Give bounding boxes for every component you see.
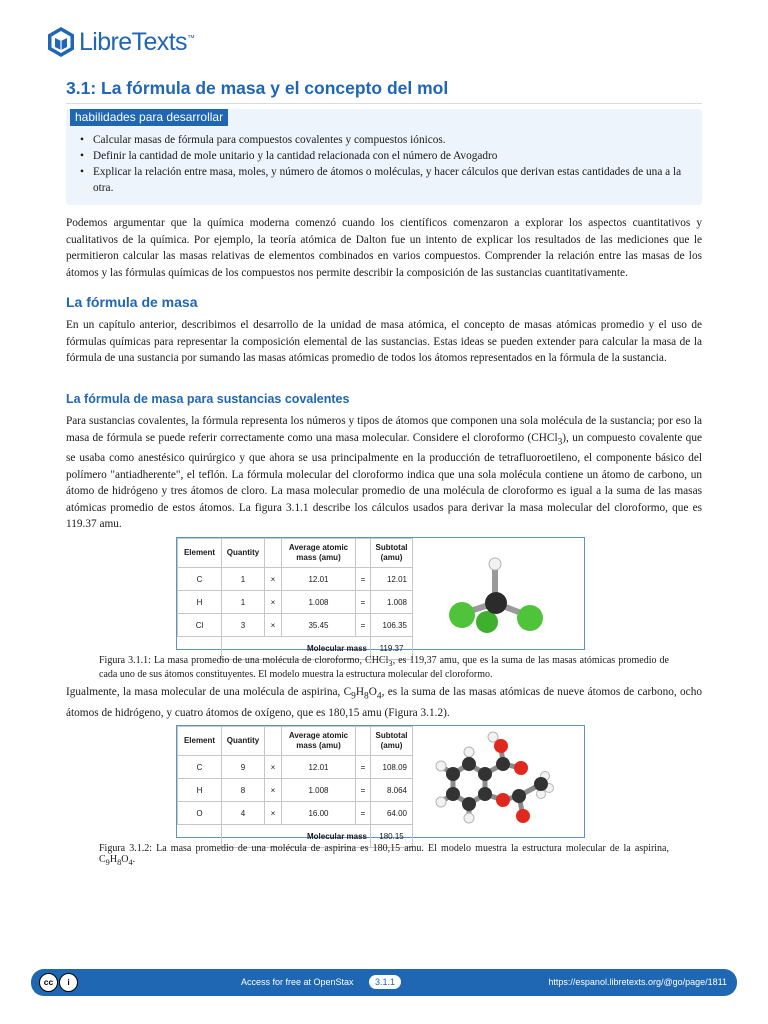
cell-subtotal: 8.064 <box>371 779 413 802</box>
cell-mass: 12.01 <box>282 568 356 591</box>
cell-element: O <box>178 802 222 825</box>
creative-commons-badge[interactable] <box>39 973 78 992</box>
learning-objectives-label: habilidades para desarrollar <box>70 109 228 126</box>
learning-objectives-list <box>80 132 690 196</box>
cell-mass: 16.00 <box>282 802 356 825</box>
cell-mass: 35.45 <box>282 614 356 637</box>
header-subtotal: Subtotal (amu) <box>371 727 413 756</box>
page-url-link[interactable]: https://espanol.libretexts.org/@go/page/1811 <box>548 977 727 987</box>
table-row <box>178 568 413 591</box>
aspirin-mass-table <box>177 726 413 848</box>
times-sign: × <box>265 802 282 825</box>
times-sign: × <box>265 779 282 802</box>
header-average-mass: Average atomic mass (amu) <box>282 539 356 568</box>
molecular-mass-value: 180.15 <box>371 825 413 848</box>
attribution-icon: i <box>59 973 78 992</box>
cell-subtotal: 106.35 <box>371 614 413 637</box>
cell-quantity: 3 <box>222 614 265 637</box>
logo-text: LibreTexts™ <box>79 27 195 56</box>
equals-sign: = <box>356 591 371 614</box>
table-row <box>178 614 413 637</box>
aspirin-molecule-model <box>417 726 584 837</box>
figure-chloroform <box>176 537 585 653</box>
access-openstax-text: Access for free at OpenStax <box>241 977 354 987</box>
learning-objectives-box <box>66 109 702 205</box>
chloroform-molecule-model <box>417 538 584 649</box>
cell-quantity: 1 <box>222 591 265 614</box>
equals-sign: = <box>356 568 371 591</box>
page-footer <box>31 969 737 996</box>
cell-mass: 12.01 <box>282 756 356 779</box>
equals-sign: = <box>356 756 371 779</box>
cell-element: H <box>178 591 222 614</box>
molecular-mass-value: 119.37 <box>371 637 413 660</box>
header-element: Element <box>178 727 222 756</box>
equals-sign: = <box>356 779 371 802</box>
table-row <box>178 779 413 802</box>
equals-sign: = <box>356 802 371 825</box>
cell-subtotal: 108.09 <box>371 756 413 779</box>
section-heading-formula-mass: La fórmula de masa <box>66 294 198 310</box>
cell-element: C <box>178 756 222 779</box>
figure-aspirin <box>176 725 585 841</box>
libretexts-logo-icon <box>46 26 76 58</box>
header-blank <box>356 539 371 568</box>
table-row <box>178 756 413 779</box>
molecular-mass-label: Molecular mass <box>222 825 371 848</box>
times-sign: × <box>265 568 282 591</box>
objective-item: • Calcular masas de fórmula para compuestos covalentes y compuestos iónicos. <box>80 132 690 148</box>
header-blank <box>265 727 282 756</box>
covalent-paragraph: Para sustancias covalentes, la fórmula representa los números y tipos de átomos que componen una sola molécula de la sustancia; por eso la masa de fórmula se puede referir correctamente como una masa molecular. Considere el cloroformo (CHCl$_3$), un compuesto covalente que se usaba como anestésico quirúrgico y que ahora se usa principalmente en la producción de tetrafluoroetileno, el componente básico del polímero "antiadherente", el teflón. La fórmula molecular del cloroformo indica que una sola molécula contiene un átomo de carbono, un átomo de hidrógeno y tres átomos de cloro. La masa molecular promedio de una molécula de cloroformo es igual a la suma de las masas atómicas promedio de estos átomos. La figura 3.1.1 describe los cálculos usados para derivar la masa molecular del cloroformo, que es 119.37 amu. <box>66 415 702 531</box>
cc-icon: cc <box>39 973 58 992</box>
cell-subtotal: 64.00 <box>371 802 413 825</box>
molecular-mass-label: Molecular mass <box>222 637 371 660</box>
times-sign: × <box>265 614 282 637</box>
cell-element: H <box>178 779 222 802</box>
intro-paragraph: Podemos argumentar que la química moderna comenzó cuando los científicos comenzaron a explorar los aspectos cuantitativos y cualitativos de la química. Por ejemplo, la teoría atómica de Dalton fue un intento de explicar los resultados de las mediciones que le permitieron calcular las masas relativas de elementos combinados en varios compuestos. Comprender la relación entre las masas de los átomos y las fórmulas químicas de los compuestos nos permite describir la composición de las sustancias cuantitativamente. <box>66 217 702 279</box>
page-title: 3.1: La fórmula de masa y el concepto del mol <box>66 78 702 104</box>
cell-quantity: 1 <box>222 568 265 591</box>
aspirin-paragraph: Igualmente, la masa molecular de una molécula de aspirina, $C_9H_8O_4$, es la suma de las masas atómicas de nueve átomos de carbono, ocho átomos de hidrógeno, y cuatro átomos de oxígeno, que es 180,15 amu (Figura 3.1.2). <box>66 686 702 719</box>
objective-item: • Definir la cantidad de mole unitario y la cantidad relacionada con el número de Avogadro <box>80 148 690 164</box>
header-quantity: Quantity <box>222 539 265 568</box>
cell-mass: 1.008 <box>282 591 356 614</box>
header-quantity: Quantity <box>222 727 265 756</box>
figure-1-caption: Figura 3.1.1: La masa promedio de una molécula de cloroformo, CHCl$_3$, es 119,37 amu, que es la suma de las masas atómicas promedio de cada uno de sus átomos constituyentes. El modelo muestra la estructura molecular del cloroformo. <box>99 655 669 680</box>
cell-element: Cl <box>178 614 222 637</box>
cell-subtotal: 12.01 <box>371 568 413 591</box>
section-heading-covalent: La fórmula de masa para sustancias covalentes <box>66 392 350 406</box>
times-sign: × <box>265 756 282 779</box>
formula-mass-paragraph: En un capítulo anterior, describimos el desarrollo de la unidad de masa atómica, el concepto de masas atómicas promedio y el uso de fórmulas químicas para representar la composición elemental de las sustancias. Estas ideas se pueden extender para calcular la masa de la fórmula de una sustancia por sumando las masas atómicas promedio de todos los átomos representados en la fórmula de la sustancia. <box>66 319 702 364</box>
header-average-mass: Average atomic mass (amu) <box>282 727 356 756</box>
chloroform-mass-table <box>177 538 413 660</box>
version-badge: 3.1.1 <box>369 975 401 989</box>
libretexts-logo[interactable] <box>46 26 194 58</box>
cell-subtotal: 1.008 <box>371 591 413 614</box>
times-sign: × <box>265 591 282 614</box>
cell-mass: 1.008 <box>282 779 356 802</box>
cell-quantity: 9 <box>222 756 265 779</box>
cell-quantity: 8 <box>222 779 265 802</box>
objective-item: • Explicar la relación entre masa, moles, y número de átomos o moléculas, y hacer cálculos que derivan estas cantidades de una a la otra. <box>80 164 690 196</box>
header-blank <box>265 539 282 568</box>
header-element: Element <box>178 539 222 568</box>
header-subtotal: Subtotal (amu) <box>371 539 413 568</box>
cell-element: C <box>178 568 222 591</box>
table-row <box>178 802 413 825</box>
cell-quantity: 4 <box>222 802 265 825</box>
header-blank <box>356 727 371 756</box>
equals-sign: = <box>356 614 371 637</box>
figure-2-caption: Figura 3.1.2: La masa promedio de una molécula de aspirina es 180,15 amu. El modelo muestra la estructura molecular de la aspirina, $C_9H_8O_4$. <box>99 843 669 867</box>
table-row <box>178 591 413 614</box>
